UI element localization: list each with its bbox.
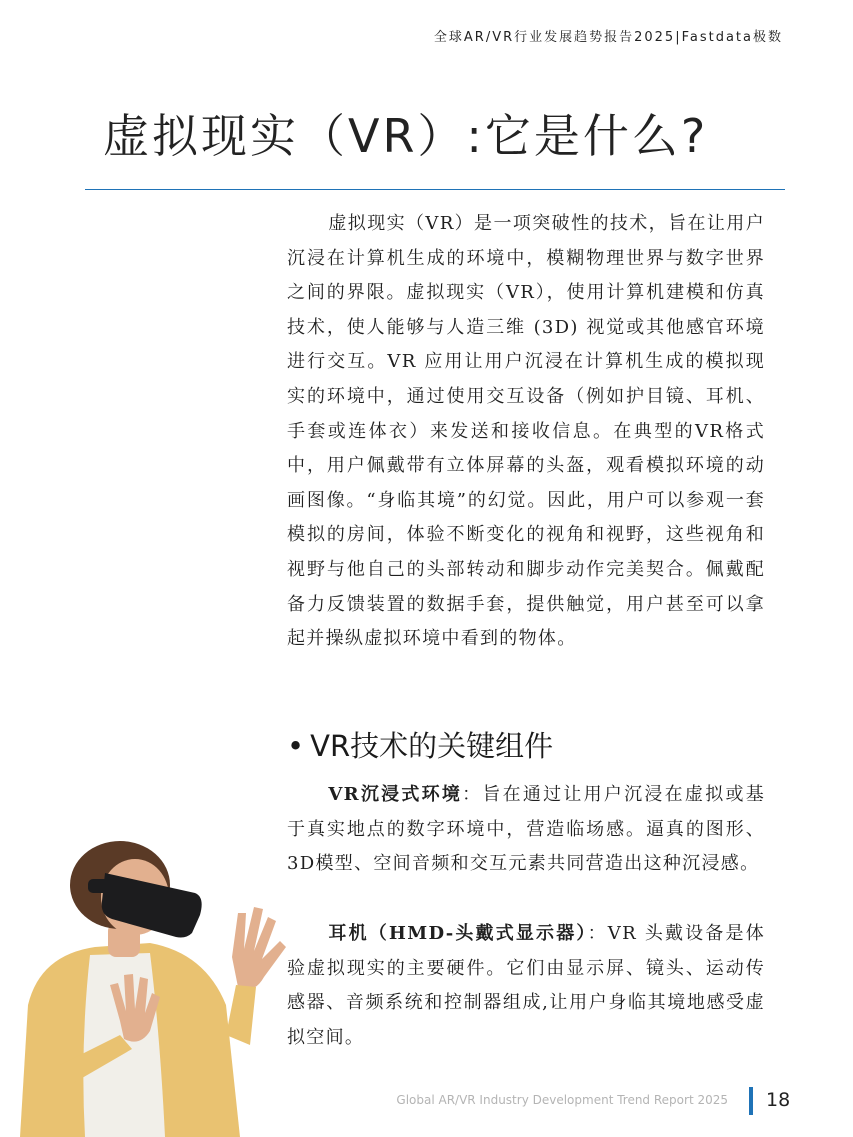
title-divider xyxy=(85,189,785,190)
component-separator: ： xyxy=(462,784,483,805)
section-heading xyxy=(287,724,553,765)
component-term: 耳机（HMD-头戴式显示器） xyxy=(328,923,588,944)
intro-paragraph: 虚拟现实（VR）是一项突破性的技术，旨在让用户沉浸在计算机生成的环境中，模糊物理世界与数字世界之间的界限。虚拟现实（VR），使用计算机建模和仿真技术，使人能够与人造三维 (3D) 视觉或其他感官环境进行交互。VR 应用让用户沉浸在计算机生成的模拟现实的环境中，通过使用交互设备（例如护目镜、耳机、手套或连体衣）来发送和接收信息。在典型的VR格式中，用户佩戴带有立体屏幕的头盔，观看模拟环境的动画图像。“身临其境”的幻觉。因此，用户可以参观一套模拟的房间，体验不断变化的视角和视野，这些视角和视野与他自己的头部转动和脚步动作完美契合。佩戴配备力反馈装置的数据手套，提供触觉，用户甚至可以拿起并操纵虚拟环境中看到的物体。 xyxy=(287,213,765,650)
component-paragraph-headset xyxy=(287,917,765,1055)
section-heading-label: VR技术的关键组件 xyxy=(310,729,554,763)
bullet-icon: • xyxy=(287,729,305,763)
woman-vr-headset-illustration xyxy=(0,835,300,1137)
running-header: 全球AR/VR行业发展趋势报告2025|Fastdata极数 xyxy=(433,30,783,45)
footer-report-name: Global AR/VR Industry Development Trend Report 2025 xyxy=(396,1093,728,1107)
component-term: VR沉浸式环境 xyxy=(328,784,463,805)
footer-accent-bar xyxy=(749,1087,753,1115)
component-description: 旨在通过让用户沉浸在虚拟或基于真实地点的数字环境中，营造临场感。逼真的图形、3D模型、空间音频和交互元素共同营造出这种沉浸感。 xyxy=(287,784,765,875)
page-title: 虚拟现实（VR）:它是什么? xyxy=(103,109,709,163)
component-separator: ： xyxy=(587,923,608,944)
component-description: VR 头戴设备是体验虚拟现实的主要硬件。它们由显示屏、镜头、运动传感器、音频系统和控制器组成,让用户身临其境地感受虚拟空间。 xyxy=(287,923,765,1048)
page-number: 18 xyxy=(766,1089,791,1111)
component-paragraph-immersive xyxy=(287,778,765,882)
